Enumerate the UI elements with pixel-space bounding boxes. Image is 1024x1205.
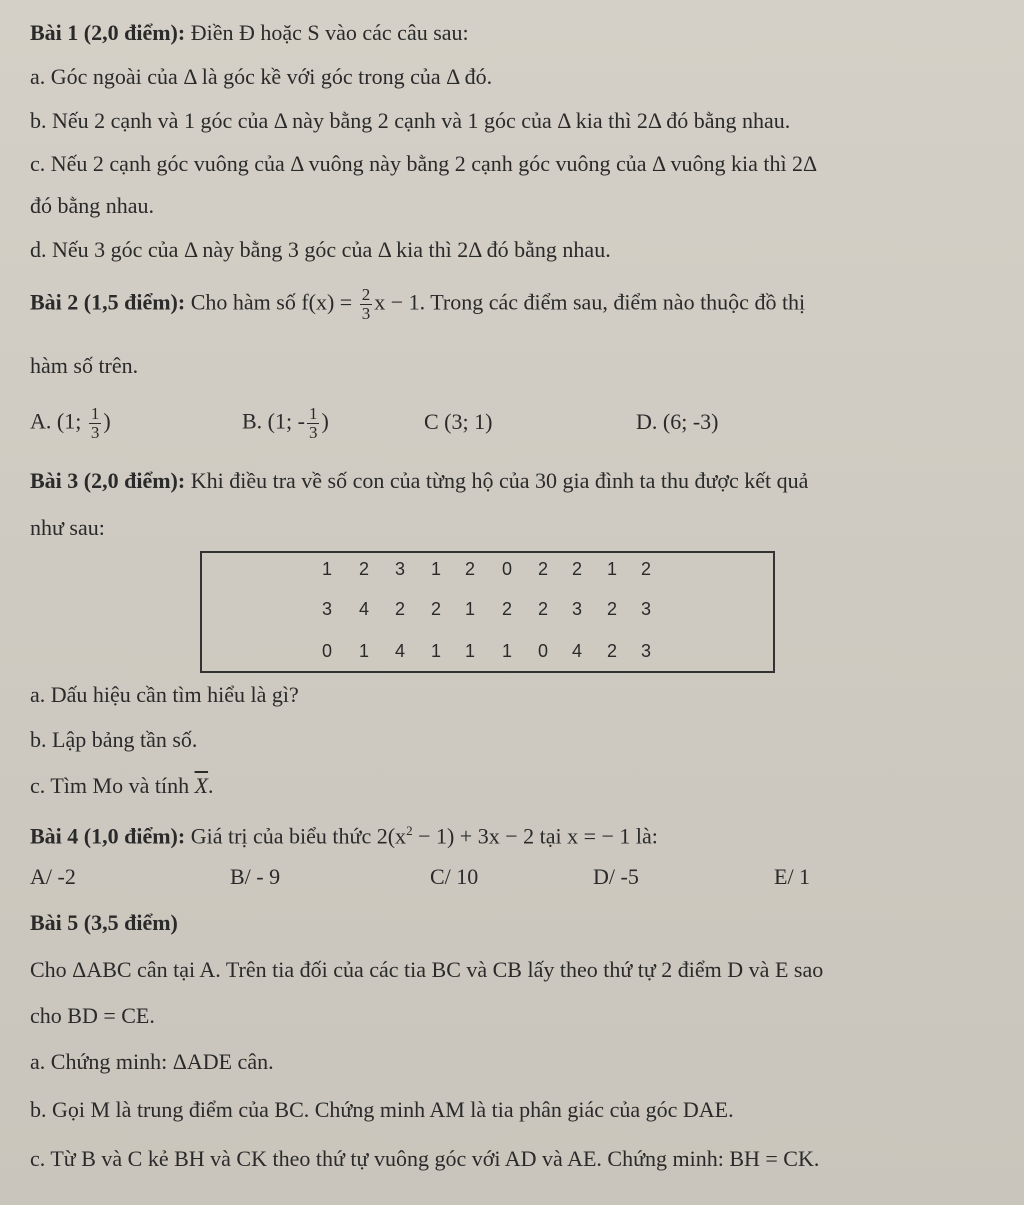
bai2-option-a [30, 405, 111, 442]
survey-data-table [200, 551, 775, 673]
bai2-fraction [360, 286, 373, 323]
bai2-optB-suffix: ) [321, 408, 329, 434]
bai5-item-c: c. Từ B và C kẻ BH và CK theo thứ tự vuông góc với AD và AE. Chứng minh: BH = CK. [30, 1146, 820, 1171]
table-cell: 2 [358, 559, 369, 579]
bai2-prompt-before: Cho hàm số f(x) = [185, 289, 358, 315]
bai1-title [30, 20, 469, 46]
table-cell: 3 [640, 641, 651, 661]
bai2-frac-num: 2 [361, 285, 371, 304]
bai2-optA-num: 1 [90, 404, 100, 423]
table-cell: 1 [430, 641, 441, 661]
bai1-prompt: Điền Đ hoặc S vào các câu sau: [185, 20, 469, 45]
bai2-optA-den: 3 [90, 423, 100, 442]
bai2-optA-suffix: ) [103, 408, 111, 434]
table-cell: 3 [321, 599, 332, 619]
bai4-heading: Bài 4 (1,0 điểm): [30, 823, 186, 849]
bai5-paragraph-1: Cho ΔABC cân tại A. Trên tia đối của các tia BC và CB lấy theo thứ tự 2 điểm D và E sao [30, 957, 824, 982]
bai1-item-c-line2: đó bằng nhau. [30, 193, 155, 218]
bai2-title [30, 286, 805, 323]
bai2-option-d: D. (6; -3) [636, 409, 719, 434]
table-cell: 4 [358, 599, 369, 619]
bai5-item-a: a. Chứng minh: ΔADE cân. [30, 1049, 274, 1074]
table-cell: 1 [464, 641, 475, 661]
bai2-optB-prefix: B. (1; - [242, 408, 305, 434]
table-cell: 2 [430, 599, 441, 619]
table-cell: 0 [537, 641, 548, 661]
bai4-option-a: A/ -2 [30, 864, 76, 889]
bai2-optB-fraction [307, 405, 320, 442]
bai2-prompt-after: x − 1. Trong các điểm sau, điểm nào thuộc đồ thị [374, 289, 806, 315]
bai4-option-c: C/ 10 [430, 864, 479, 889]
bai3-heading: Bài 3 (2,0 điểm): [30, 468, 186, 493]
table-cell: 2 [501, 599, 512, 619]
table-cell: 1 [430, 559, 441, 579]
bai1-item-c-line1: c. Nếu 2 cạnh góc vuông của Δ vuông này bằng 2 cạnh góc vuông của Δ vuông kia thì 2Δ [30, 151, 818, 176]
table-cell: 2 [571, 559, 582, 579]
bai3-c-suffix: . [208, 773, 214, 798]
table-cell: 1 [606, 559, 617, 579]
table-cell: 1 [464, 599, 475, 619]
bai3-c-xbar: $\overline{X}$ [194, 773, 209, 798]
table-cell: 2 [606, 599, 617, 619]
table-cell: 2 [606, 641, 617, 661]
bai4-option-b: B/ - 9 [230, 864, 281, 889]
bai1-item-d: d. Nếu 3 góc của Δ này bằng 3 góc của Δ kia thì 2Δ đó bằng nhau. [30, 237, 611, 262]
bai5-heading: Bài 5 (3,5 điểm) [30, 910, 178, 935]
bai4-option-e: E/ 1 [774, 864, 811, 889]
table-cell: 1 [358, 641, 369, 661]
bai2-option-c: C (3; 1) [424, 409, 493, 434]
bai4-title [30, 818, 658, 849]
bai5-item-b: b. Gọi M là trung điểm của BC. Chứng minh AM là tia phân giác của góc DAE. [30, 1097, 734, 1122]
bai2-heading: Bài 2 (1,5 điểm): [30, 289, 186, 315]
table-cell: 0 [321, 641, 332, 661]
bai3-item-a: a. Dấu hiệu cần tìm hiểu là gì? [30, 682, 299, 707]
bai3-prompt2: như sau: [30, 515, 105, 540]
bai2-frac-den: 3 [361, 304, 371, 323]
bai3-title [30, 468, 808, 494]
table-cell: 2 [537, 599, 548, 619]
bai2-optA-fraction [89, 405, 102, 442]
bai1-heading: Bài 1 (2,0 điểm): [30, 20, 186, 45]
bai5-paragraph-2: cho BD = CE. [30, 1003, 155, 1028]
table-cell: 3 [394, 559, 405, 579]
bai3-item-c [30, 773, 214, 799]
bai4-prompt-b: − 1) + 3x − 2 tại x = − 1 là: [412, 823, 658, 849]
table-cell: 1 [321, 559, 332, 579]
table-cell: 3 [571, 599, 582, 619]
bai4-option-d: D/ -5 [593, 864, 639, 889]
bai3-prompt1: Khi điều tra về số con của từng hộ của 30 gia đình ta thu được kết quả [185, 468, 809, 493]
bai2-option-b [242, 405, 329, 442]
table-cell: 2 [537, 559, 548, 579]
table-cell: 2 [464, 559, 475, 579]
bai1-item-b: b. Nếu 2 cạnh và 1 góc của Δ này bằng 2 cạnh và 1 góc của Δ kia thì 2Δ đó bằng nhau. [30, 108, 791, 133]
table-cell: 0 [501, 559, 512, 579]
table-cell: 2 [394, 599, 405, 619]
table-cell: 1 [501, 641, 512, 661]
table-cell: 2 [640, 559, 651, 579]
bai1-item-a: a. Góc ngoài của Δ là góc kề với góc trong của Δ đó. [30, 64, 493, 89]
bai2-optB-den: 3 [308, 423, 318, 442]
bai3-item-b: b. Lập bảng tần số. [30, 727, 198, 752]
bai2-prompt2: hàm số trên. [30, 353, 139, 378]
bai3-c-prefix: c. Tìm Mo và tính [30, 773, 195, 798]
table-cell: 4 [394, 641, 405, 661]
bai2-optB-num: 1 [308, 404, 318, 423]
bai4-sup: 2 [406, 823, 413, 838]
bai4-prompt-a: Giá trị của biểu thức 2(x [185, 823, 407, 849]
bai2-optA-prefix: A. (1; [30, 408, 87, 434]
table-cell: 4 [571, 641, 582, 661]
table-cell: 3 [640, 599, 651, 619]
